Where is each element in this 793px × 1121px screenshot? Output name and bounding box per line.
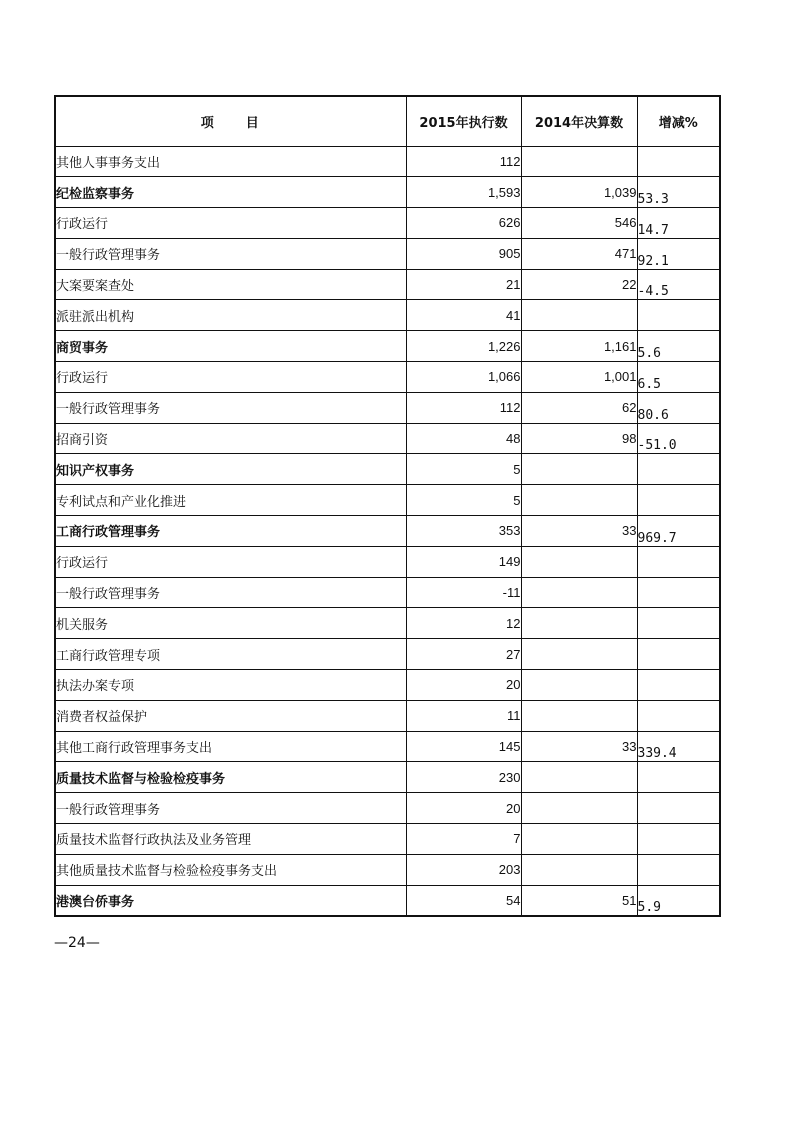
row-2014-value: 33 — [521, 516, 637, 547]
row-2014-value — [521, 146, 637, 177]
header-change-percent: 增减% — [637, 96, 720, 146]
row-change-percent — [637, 577, 720, 608]
header-2015-actual: 2015年执行数 — [406, 96, 521, 146]
table-row — [55, 392, 720, 423]
table-row — [55, 300, 720, 331]
row-change-percent: 969.7 — [637, 516, 720, 547]
table-row — [55, 454, 720, 485]
table-row — [55, 146, 720, 177]
row-item-name: 消费者权益保护 — [55, 700, 406, 731]
row-change-percent — [637, 854, 720, 885]
row-item-name: 知识产权事务 — [55, 454, 406, 485]
table-row — [55, 331, 720, 362]
row-item-name: 行政运行 — [55, 362, 406, 393]
row-2014-value — [521, 454, 637, 485]
row-item-name: 行政运行 — [55, 546, 406, 577]
row-2014-value: 51 — [521, 885, 637, 916]
row-2014-value — [521, 670, 637, 701]
table-row — [55, 269, 720, 300]
row-2015-value: 230 — [406, 762, 521, 793]
row-2014-value — [521, 546, 637, 577]
table-body — [55, 146, 720, 916]
table-row — [55, 731, 720, 762]
row-change-percent: -4.5 — [637, 269, 720, 300]
row-change-percent — [637, 670, 720, 701]
row-item-name: 一般行政管理事务 — [55, 392, 406, 423]
row-2014-value — [521, 793, 637, 824]
table-row — [55, 762, 720, 793]
row-2015-value: 27 — [406, 639, 521, 670]
row-item-name: 执法办案专项 — [55, 670, 406, 701]
row-2015-value: -11 — [406, 577, 521, 608]
row-2014-value — [521, 700, 637, 731]
row-2014-value — [521, 485, 637, 516]
row-2014-value: 1,039 — [521, 177, 637, 208]
row-item-name: 派驻派出机构 — [55, 300, 406, 331]
row-2015-value: 149 — [406, 546, 521, 577]
table-row — [55, 793, 720, 824]
row-2015-value: 1,226 — [406, 331, 521, 362]
row-change-percent — [637, 639, 720, 670]
row-2014-value: 62 — [521, 392, 637, 423]
row-2014-value: 22 — [521, 269, 637, 300]
row-change-percent — [637, 762, 720, 793]
row-2014-value — [521, 824, 637, 855]
row-item-name: 商贸事务 — [55, 331, 406, 362]
page-number: —24— — [54, 935, 100, 951]
row-change-percent — [637, 300, 720, 331]
row-item-name: 招商引资 — [55, 423, 406, 454]
row-2015-value: 145 — [406, 731, 521, 762]
table-row — [55, 577, 720, 608]
table-row — [55, 824, 720, 855]
row-2014-value: 471 — [521, 238, 637, 269]
row-item-name: 行政运行 — [55, 208, 406, 239]
row-change-percent — [637, 546, 720, 577]
row-item-name: 一般行政管理事务 — [55, 238, 406, 269]
row-2015-value: 203 — [406, 854, 521, 885]
header-2014-final: 2014年决算数 — [521, 96, 637, 146]
table-header-row — [55, 96, 720, 146]
row-2014-value — [521, 300, 637, 331]
row-item-name: 质量技术监督行政执法及业务管理 — [55, 824, 406, 855]
row-2015-value: 54 — [406, 885, 521, 916]
table-row — [55, 546, 720, 577]
row-2014-value: 98 — [521, 423, 637, 454]
row-2015-value: 20 — [406, 670, 521, 701]
row-item-name: 工商行政管理事务 — [55, 516, 406, 547]
row-2015-value: 1,593 — [406, 177, 521, 208]
header-item: 项 目 — [55, 96, 406, 146]
row-change-percent: 80.6 — [637, 392, 720, 423]
row-item-name: 一般行政管理事务 — [55, 793, 406, 824]
row-2015-value: 21 — [406, 269, 521, 300]
row-item-name: 一般行政管理事务 — [55, 577, 406, 608]
row-change-percent — [637, 824, 720, 855]
row-item-name: 大案要案查处 — [55, 269, 406, 300]
table-row — [55, 516, 720, 547]
table-row — [55, 885, 720, 916]
table-row — [55, 639, 720, 670]
row-change-percent — [637, 454, 720, 485]
row-item-name: 其他质量技术监督与检验检疫事务支出 — [55, 854, 406, 885]
row-2015-value: 1,066 — [406, 362, 521, 393]
table-row — [55, 362, 720, 393]
row-2015-value: 905 — [406, 238, 521, 269]
row-change-percent — [637, 485, 720, 516]
row-item-name: 其他工商行政管理事务支出 — [55, 731, 406, 762]
row-change-percent: 14.7 — [637, 208, 720, 239]
row-2015-value: 626 — [406, 208, 521, 239]
row-change-percent: 339.4 — [637, 731, 720, 762]
row-change-percent: 53.3 — [637, 177, 720, 208]
row-2014-value — [521, 762, 637, 793]
row-2015-value: 5 — [406, 485, 521, 516]
row-2015-value: 353 — [406, 516, 521, 547]
row-2015-value: 20 — [406, 793, 521, 824]
row-2015-value: 112 — [406, 146, 521, 177]
row-change-percent: 6.5 — [637, 362, 720, 393]
table-row — [55, 423, 720, 454]
row-2015-value: 7 — [406, 824, 521, 855]
row-2015-value: 11 — [406, 700, 521, 731]
row-change-percent — [637, 146, 720, 177]
table-row — [55, 854, 720, 885]
row-item-name: 其他人事事务支出 — [55, 146, 406, 177]
row-change-percent: 5.6 — [637, 331, 720, 362]
row-2014-value: 1,161 — [521, 331, 637, 362]
budget-table — [54, 95, 721, 917]
row-item-name: 纪检监察事务 — [55, 177, 406, 208]
row-item-name: 港澳台侨事务 — [55, 885, 406, 916]
row-2014-value — [521, 854, 637, 885]
row-2014-value — [521, 608, 637, 639]
row-item-name: 专利试点和产业化推进 — [55, 485, 406, 516]
table-row — [55, 670, 720, 701]
row-2014-value: 33 — [521, 731, 637, 762]
row-change-percent: 5.9 — [637, 885, 720, 916]
row-change-percent — [637, 793, 720, 824]
row-2015-value: 112 — [406, 392, 521, 423]
row-2014-value: 1,001 — [521, 362, 637, 393]
table-row — [55, 485, 720, 516]
row-2014-value — [521, 639, 637, 670]
row-item-name: 质量技术监督与检验检疫事务 — [55, 762, 406, 793]
row-2014-value — [521, 577, 637, 608]
row-change-percent — [637, 700, 720, 731]
table-row — [55, 238, 720, 269]
row-2015-value: 41 — [406, 300, 521, 331]
table-row — [55, 608, 720, 639]
table-row — [55, 208, 720, 239]
row-item-name: 机关服务 — [55, 608, 406, 639]
row-2015-value: 5 — [406, 454, 521, 485]
row-change-percent: 92.1 — [637, 238, 720, 269]
row-2015-value: 12 — [406, 608, 521, 639]
row-change-percent — [637, 608, 720, 639]
table-row — [55, 700, 720, 731]
row-change-percent: -51.0 — [637, 423, 720, 454]
row-2014-value: 546 — [521, 208, 637, 239]
row-item-name: 工商行政管理专项 — [55, 639, 406, 670]
row-2015-value: 48 — [406, 423, 521, 454]
table-row — [55, 177, 720, 208]
